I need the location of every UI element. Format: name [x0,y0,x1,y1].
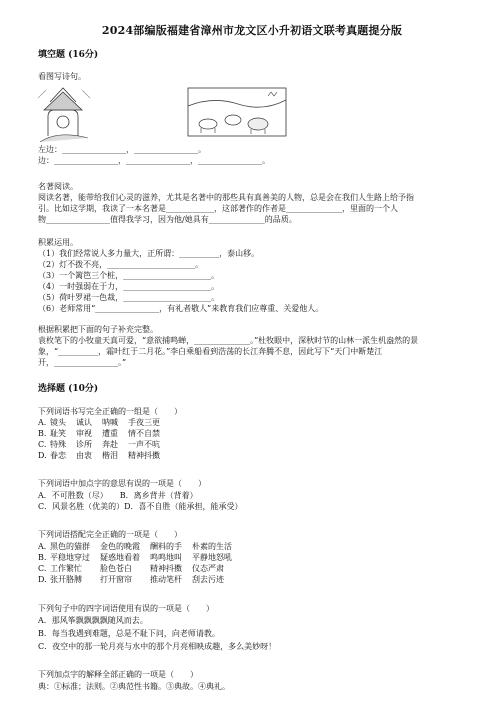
q4-line-1: 袁枚笔下的小牧童天真可爱，“意欲捕鸣蝉，______________。”杜牧眼中，深秋时节的山林一派生机盎然的景 [38,336,419,345]
pagoda-icon [38,88,90,142]
q3-item: （2）灯不拨不亮，______________________。 [38,260,204,269]
q3-item: （6）老师常用“________________，有礼者敬人”来教育我们应尊重、关爱他人。 [38,304,324,313]
mc1-stem: 下列词语书写完全正确的一组是（ ） [38,407,182,416]
mc3-option-b: B. 平稳地穿过 疑惑地看着 鸣鸣地叫 平静地怒吼 [38,553,232,562]
q1-prompt: 看图写诗句。 [38,72,86,81]
mc3-option-c: C. 工作繁忙 脸色苍白 精神抖擞 仪态严肃 [38,564,224,573]
q4-line-3: 开，________________。” [38,358,127,367]
q3-item: （3）一个篱笆三个桩，______________________。 [38,271,220,280]
q1-answer-line-2: 边：________________，________________，________________。 [38,156,270,165]
poem-illustration [38,86,288,142]
mc5-definition: 典：①标准；法则。②典范性书籍。③典故。④典礼。 [38,682,230,691]
q4-prompt: 根据积累把下面的句子补充完整。 [38,325,158,334]
mc3-option-a: A. 黑色的猫群 金色的晚霞 酬料的手 朴素的生活 [38,542,232,551]
page-title: 2024部编版福建省漳州市龙文区小升初语文联考真题提分版 [101,24,403,37]
mc4-option-a: A．那风筝飘飘飘飘随风而去。 [38,616,148,625]
q1-answer-line-1: 左边：________________，________________。 [38,145,206,154]
mc4-stem: 下列句子中的四字词语使用有误的一项是（ ） [38,604,214,613]
q2-line-1: 阅读名著，能带给我们心灵的滋养，尤其是名著中的那些具有真善美的人物，总是会在我们人生路上给予指 [38,193,414,202]
q3-item: （5）荷叶罗裙一色裁，______________________。 [38,293,220,302]
q2-prompt: 名著阅读。 [38,182,78,191]
pasture-scene-icon [188,88,286,136]
mc2-option-cd: C．风景名胜（优美的）D．喜不自胜（能承担，能承受） [38,502,243,511]
q4-line-2: 象，“__________，霜叶红于二月花。”李白乘船看到浩荡的长江奔腾不息，因此写下“天门中断楚江 [38,347,383,356]
mc3-stem: 下列词语搭配完全正确的一项是（ ） [38,530,182,539]
q2-line-2: 引。比如这学期，我读了一本名著是____________，这部著作的作者是______________，里面的一个人 [38,204,398,213]
mc1-option-a: A. 镜头 诚认 呐喊 手夜三更 [38,418,160,427]
q3-prompt: 积累运用。 [38,238,78,247]
q3-item: （4）一时强弱在于力，______________________。 [38,282,220,291]
mc3-option-d: D. 张开胳膊 打开窗帘 推动笔杆 刮去污迹 [38,575,224,584]
mc1-option-b: B. 耻笑 审视 遭重 情不自禁 [38,429,160,438]
mc2-stem: 下列词语中加点字的意思有误的一项是（ ） [38,479,206,488]
mc4-option-b: B．每当我遇到难题，总是不耻下问，向老师请教。 [38,629,220,638]
mc4-option-c: C．夜空中的那一轮月亮与水中的那个月亮相映成趣，多么美妙呀！ [38,642,277,651]
choice-section-heading: 选择题 (10分) [38,384,99,394]
q2-line-3: 物________________值得我学习，因为他/她具有______________的品质。 [38,215,297,224]
mc1-option-d: D. 眷恋 由衷 楷泪 精神抖擞 [38,451,160,460]
fill-section-heading: 填空题 (16分) [38,50,99,60]
mc5-stem: 下列加点字的解释全部正确的一项是（ ） [38,670,198,679]
mc1-option-c: C. 特殊 诊所 奔赴 一声不吭 [38,440,160,449]
q3-item: （1）我们经常说人多力量大，正所谓：__________，泰山移。 [38,249,260,258]
mc2-option-ab: A．不可胜数（尽） B．离乡背井（背着） [38,491,198,500]
